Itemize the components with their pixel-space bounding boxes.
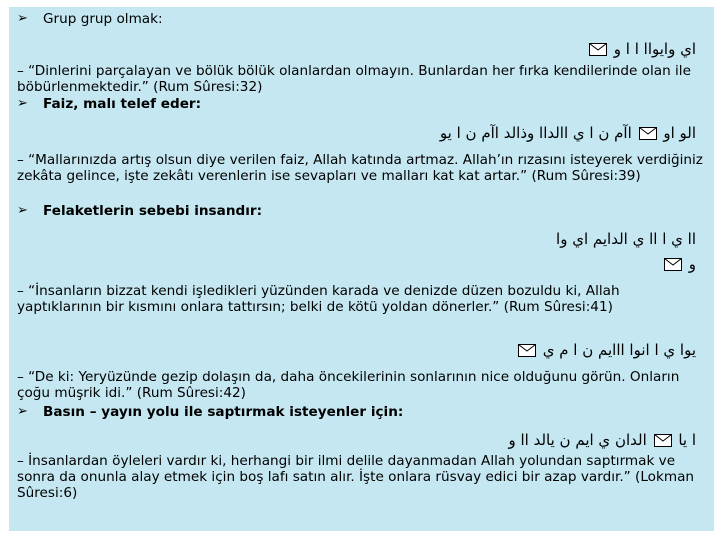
quote-rum-41: – “İnsanların bizzat kendi işledikleri yüzünden karada ve denizde düzen bozuldu ki, Allah yaptıklarının bir kısmını onlara tattırsın; belki de kötü yoldan dönerler.” (Rum Sûresi:41) [17, 283, 620, 315]
envelope-icon [654, 434, 672, 447]
quote-rum-32: – “Dinlerini parçalayan ve bölük bölük olanlardan olmayın. Bunlardan her fırka kendilerinde olan ile böbürlenmektedir.” (Rum Sûresi:32) [17, 63, 691, 95]
arrow-bullet-icon: ➢ [17, 11, 28, 26]
arabic-verse-5 [17, 430, 696, 450]
bullet-grup-grup [17, 11, 704, 27]
envelope-icon [518, 344, 536, 357]
heading-grup-grup: Grup grup olmak: [43, 11, 163, 27]
arabic-text: اآم ن ا ي االداا وذالد اآم ن ا يو [439, 124, 632, 142]
slide [9, 7, 714, 531]
arabic-verse-3a: اا ي ا اا ي الدايم اي وا [556, 230, 696, 248]
arrow-bullet-icon: ➢ [17, 96, 28, 111]
arabic-verse-1 [17, 39, 696, 59]
bullet-basin-yayin [17, 404, 704, 420]
arrow-bullet-icon: ➢ [17, 404, 28, 419]
arabic-text: الدان ي ايم ن يالد اا و [508, 431, 647, 449]
arabic-text: يوا ي ا انوا ااايم ن ا م ي [542, 341, 696, 359]
quote-lokman-6: – İnsanlardan öyleleri vardır ki, herhangi bir ilmi delile dayanmadan Allah yolundan saptırmak ve sonra da onunla alay etmek için boş lafı satın alır. İşte onlara rüsvay edici bir azap vardır.” (Lokman Sûresi:6) [17, 453, 695, 501]
bullet-faiz [17, 96, 704, 112]
heading-basin-yayin: Basın – yayın yolu ile saptırmak isteyenler için: [43, 404, 404, 420]
quote-rum-42: – “De ki: Yeryüzünde gezip dolaşın da, daha öncekilerinin sonlarının nice olduğunu görün. Onların çoğu müşrik idi.” (Rum Sûresi:42) [17, 369, 680, 401]
envelope-icon [589, 43, 607, 56]
arabic-text: الو او [663, 124, 696, 142]
arabic-verse-4 [17, 340, 696, 360]
arabic-text: ا يا [678, 431, 696, 449]
envelope-icon [639, 127, 657, 140]
quote-rum-39: – “Mallarınızda artış olsun diye verilen faiz, Allah katında artmaz. Allah’ın rızasını isteyerek verdiğiniz zekâta gelince, işte zekâtı verenlerin ise sevapları ve malları kat kat artar.” (Rum Sûresi:39) [17, 152, 703, 184]
heading-felaket: Felaketlerin sebebi insandır: [43, 203, 263, 219]
heading-faiz: Faiz, malı telef eder: [43, 96, 202, 112]
envelope-icon [664, 258, 682, 271]
arabic-verse-2 [17, 123, 696, 143]
arrow-bullet-icon: ➢ [17, 203, 28, 218]
arabic-text: و [688, 255, 696, 273]
arabic-verse-3b [17, 254, 696, 274]
arabic-text: اي وايواا ا ا و [613, 40, 696, 58]
bullet-felaket [17, 203, 704, 219]
